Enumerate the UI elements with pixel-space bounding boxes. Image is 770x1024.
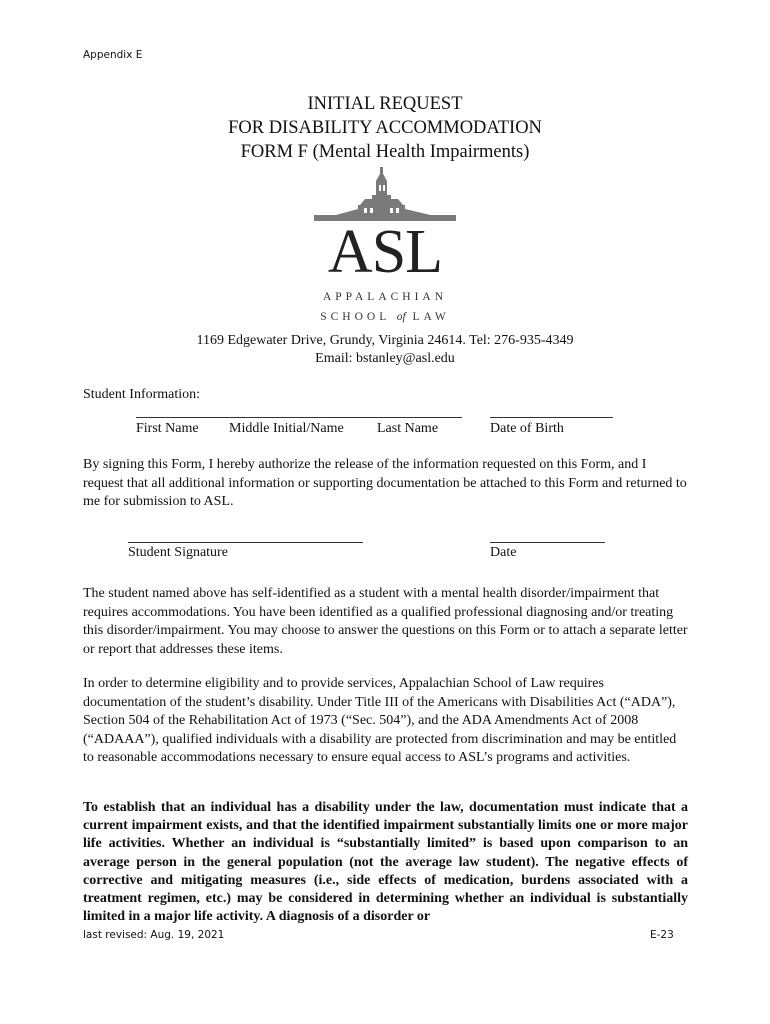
asl-logo [300, 165, 470, 327]
name-line [136, 417, 462, 418]
form-title [0, 92, 770, 164]
logo-school-of-law [300, 311, 470, 323]
last-name-label: Last Name [377, 421, 439, 436]
dob-line [490, 417, 613, 418]
appendix-label: Appendix E [83, 49, 143, 61]
dob-label: Date of Birth [490, 421, 564, 436]
paragraph-eligibility: In order to determine eligibility and to provide services, Appalachian School of Law requires documentation of the student’s disability. Under Title III of the Americans with Disabilities Act (“ADA”), Section 504 of the Rehabilitation Act of 1973 (“Sec. 504”), and the ADA Amendments Act of 2008 (“ADAAA”), qualified individuals with a disability are protected from discrimination and may be entitled to reasonable accommodations necessary to ensure equal access to ASL’s programs and activities. [83, 676, 677, 765]
middle-name-label: Middle Initial/Name [229, 421, 344, 436]
logo-mark: ASL [327, 218, 443, 286]
logo-school: SCHOOL [320, 311, 390, 323]
revision-date: last revised: Aug. 19, 2021 [83, 929, 225, 941]
title-line-3: FORM F (Mental Health Impairments) [240, 142, 530, 162]
authorization-text: By signing this Form, I hereby authorize the release of the information requested on this Form, and I request that all additional information or supporting documentation be attached to this Form and returned to me for submission to ASL. [83, 457, 687, 509]
student-info-heading: Student Information: [83, 387, 201, 402]
paragraph-establish-disability: To establish that an individual has a disability under the law, documentation must indicate that a current impairment exists, and that the identified impairment substantially limits one or more major life activities. Whether an individual is “substantially limited” is based upon comparison to an average person in the general population (not the average law student). The negative effects of corrective and mitigating measures (i.e., side effects of medication, burdens associated with a treatment regimen, etc.) may be considered in determining whether an individual is substantially limited in a major life activity. A diagnosis of a disorder or [83, 800, 688, 925]
contact-block [0, 332, 770, 368]
logo-law: LAW [412, 311, 450, 323]
first-name-label: First Name [136, 421, 199, 436]
signature-label: Student Signature [128, 545, 228, 560]
title-line-1: INITIAL REQUEST [307, 94, 463, 114]
email-line: Email: bstanley@asl.edu [315, 351, 455, 366]
page-number: E-23 [650, 929, 674, 941]
logo-appalachian: APPALACHIAN [322, 291, 448, 303]
date-line [490, 542, 605, 543]
logo-of: of [396, 311, 406, 323]
title-line-2: FOR DISABILITY ACCOMMODATION [228, 118, 542, 138]
signature-line [128, 542, 363, 543]
date-label: Date [490, 545, 517, 560]
address-line: 1169 Edgewater Drive, Grundy, Virginia 24614. Tel: 276-935-4349 [196, 333, 574, 348]
paragraph-identified: The student named above has self-identified as a student with a mental health disorder/impairment that requires accommodations. You have been identified as a qualified professional diagnosing and/or treating this disorder/impairment. You may choose to answer the questions on this Form or to attach a separate letter or report that addresses these items. [83, 586, 688, 657]
